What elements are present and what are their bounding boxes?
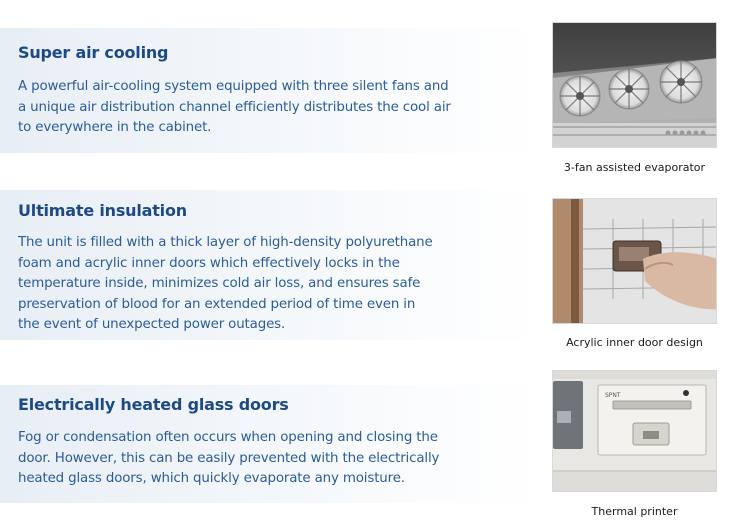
thermal-printer-photo [552,370,717,492]
section-body-insulation [18,233,488,336]
acrylic-door-photo [552,198,717,324]
body-line: A powerful air-cooling system equipped with three silent fans and [18,79,449,94]
caption-thermal-printer: Thermal printer [591,505,678,518]
body-line: Fog or condensation often occurs when opening and closing the [18,430,438,445]
section-body-air-cooling [18,77,488,139]
body-line: the event of unexpected power outages. [18,317,286,332]
body-line: heated glass doors, which quickly evaporate any moisture. [18,471,405,486]
section-body-heated-doors [18,428,488,490]
evaporator-fans-photo [552,22,717,148]
printer-label: SPNT [605,392,621,399]
body-line: door. However, this can be easily prevented with the electrically [18,450,440,466]
body-line: The unit is filled with a thick layer of high-density polyurethane [18,235,433,250]
body-line: preservation of blood for an extended period of time even in [18,296,416,312]
caption-acrylic-door: Acrylic inner door design [566,336,703,349]
section-title-air-cooling: Super air cooling [18,43,169,62]
body-line: a unique air distribution channel efficiently distributes the cool air [18,99,451,115]
section-title-heated-doors: Electrically heated glass doors [18,395,289,414]
caption-evaporator: 3-fan assisted evaporator [563,161,706,174]
body-line: foam and acrylic inner doors which effectively locks in the [18,255,400,271]
body-line: to everywhere in the cabinet. [18,120,212,135]
section-title-insulation: Ultimate insulation [18,201,187,220]
body-line: temperature inside, minimizes cold air loss, and ensures safe [18,276,421,291]
